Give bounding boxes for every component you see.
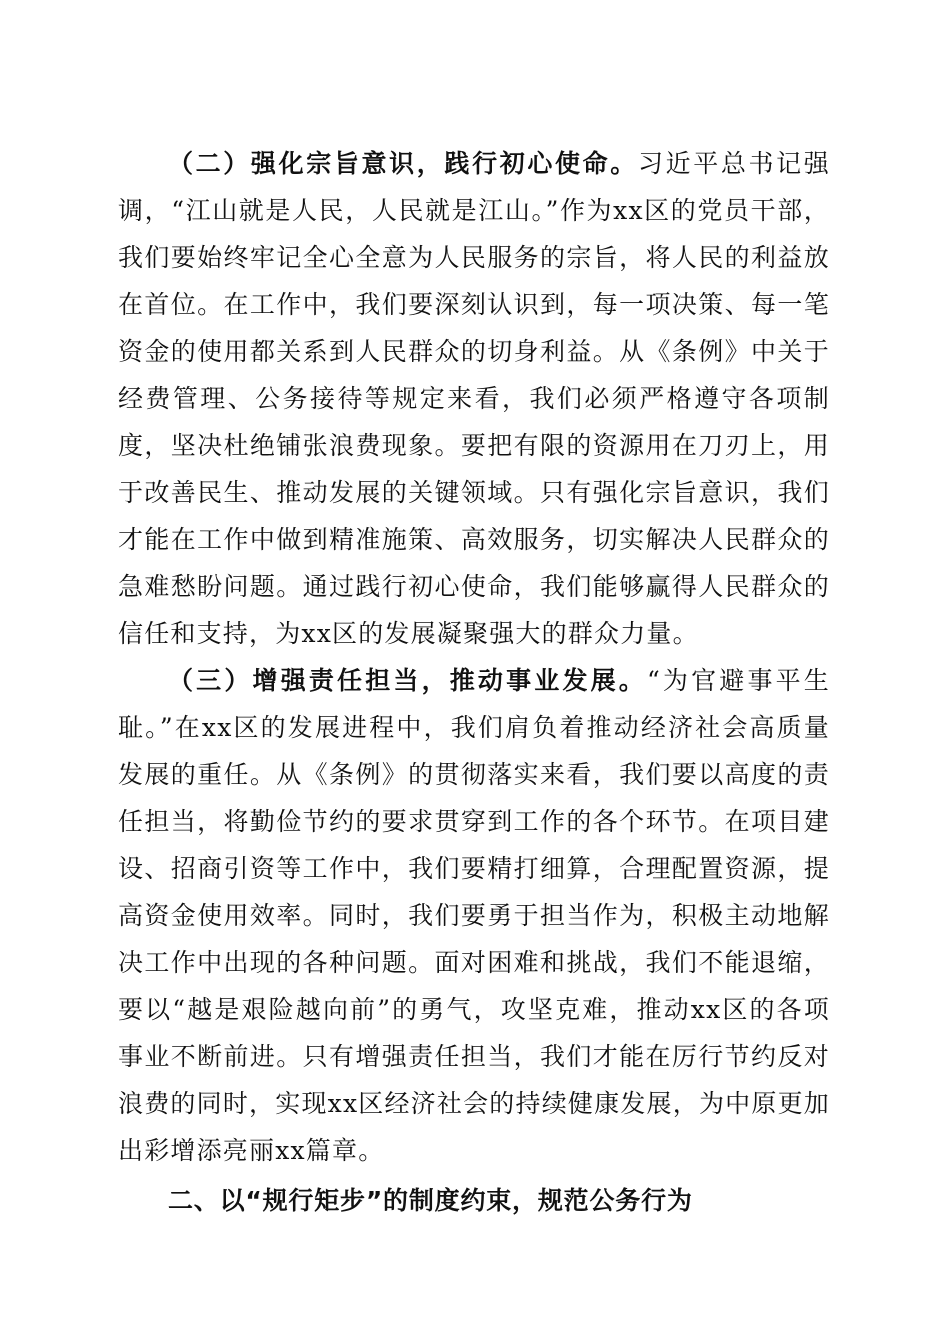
paragraph-lead: （二）强化宗旨意识，践行初心使命。 bbox=[168, 149, 638, 178]
paragraph-responsibility bbox=[118, 657, 830, 1174]
paragraph-text: 习近平总书记强调，“江山就是人民，人民就是江山。”作为xx区的党员干部，我们要始终牢记全心全意为人民服务的宗旨，将人民的利益放在首位。在工作中，我们要深刻认识到，每一项决策、每一笔资金的使用都关系到人民群众的切身利益。从《条例》中关于经费管理、公务接待等规定来看，我们必须严格遵守各项制度，坚决杜绝铺张浪费现象。要把有限的资源用在刀刃上，用于改善民生、推动发展的关键领域。只有强化宗旨意识，我们才能在工作中做到精准施策、高效服务，切实解决人民群众的急难愁盼问题。通过践行初心使命，我们能够赢得人民群众的信任和支持，为xx区的发展凝聚强大的群众力量。 bbox=[118, 149, 830, 648]
paragraph-text: “为官避事平生耻。”在xx区的发展进程中，我们肩负着推动经济社会高质量发展的重任。从《条例》的贯彻落实来看，我们要以高度的责任担当，将勤俭节约的要求贯穿到工作的各个环节。在项目建设、招商引资等工作中，我们要精打细算，合理配置资源，提高资金使用效率。同时，我们要勇于担当作为，积极主动地解决工作中出现的各种问题。面对困难和挑战，我们不能退缩，要以“越是艰险越向前”的勇气，攻坚克难，推动xx区的各项事业不断前进。只有增强责任担当，我们才能在厉行节约反对浪费的同时，实现xx区经济社会的持续健康发展，为中原更加出彩增添亮丽xx篇章。 bbox=[118, 666, 830, 1165]
paragraph-purpose-awareness bbox=[118, 140, 830, 657]
document-body bbox=[118, 140, 830, 1224]
section-heading: 二、以“规行矩步”的制度约束，规范公务行为 bbox=[168, 1186, 693, 1215]
paragraph-lead: （三）增强责任担当，推动事业发展。 bbox=[168, 666, 647, 695]
